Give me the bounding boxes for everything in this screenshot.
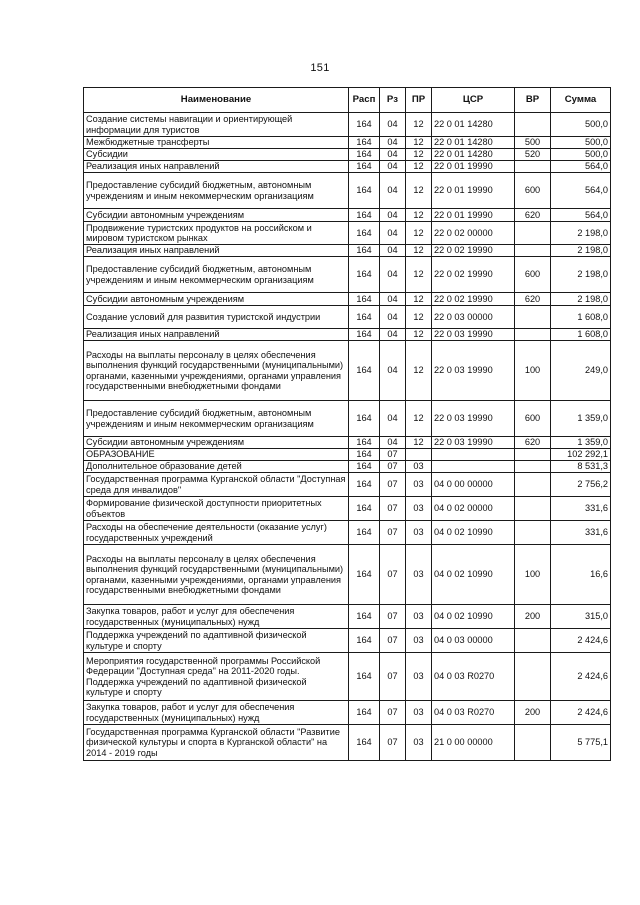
row-rz: 04: [380, 113, 406, 137]
table-row: [84, 293, 611, 306]
row-pr: 03: [406, 461, 432, 473]
table-row: [84, 329, 611, 341]
row-sum: 500,0: [551, 149, 611, 161]
row-pr: 12: [406, 173, 432, 209]
row-pr: 03: [406, 545, 432, 605]
row-csr: 04 0 02 10990: [432, 605, 515, 629]
row-rz: 04: [380, 245, 406, 257]
row-name: Реализация иных направлений: [84, 245, 349, 257]
row-rasp: 164: [349, 329, 380, 341]
table-row: [84, 401, 611, 437]
row-sum: 16,6: [551, 545, 611, 605]
row-rasp: 164: [349, 209, 380, 222]
row-rasp: 164: [349, 306, 380, 329]
row-pr: 12: [406, 113, 432, 137]
row-pr: 12: [406, 257, 432, 293]
row-pr: 12: [406, 222, 432, 245]
row-csr: 22 0 01 14280: [432, 137, 515, 149]
row-pr: [406, 449, 432, 461]
row-rasp: 164: [349, 701, 380, 725]
row-csr: 21 0 00 00000: [432, 725, 515, 761]
table-row: [84, 461, 611, 473]
header-pr: ПР: [406, 88, 432, 113]
row-csr: 22 0 03 00000: [432, 306, 515, 329]
row-csr: 22 0 02 19990: [432, 293, 515, 306]
header-vr: ВР: [515, 88, 551, 113]
table-row: [84, 161, 611, 173]
row-name: Создание условий для развития туристской индустрии: [84, 306, 349, 329]
table-row: [84, 341, 611, 401]
row-pr: 03: [406, 497, 432, 521]
row-csr: 22 0 01 19990: [432, 173, 515, 209]
row-sum: 1 359,0: [551, 401, 611, 437]
row-csr: [432, 461, 515, 473]
row-vr: 200: [515, 701, 551, 725]
row-sum: 564,0: [551, 161, 611, 173]
row-vr: [515, 245, 551, 257]
table-row: [84, 473, 611, 497]
row-name: Предоставление субсидий бюджетным, автономным учреждениям и иным некоммерческим организациям: [84, 401, 349, 437]
row-pr: 12: [406, 401, 432, 437]
row-vr: [515, 725, 551, 761]
row-sum: 331,6: [551, 497, 611, 521]
row-rasp: 164: [349, 473, 380, 497]
header-rz: Рз: [380, 88, 406, 113]
row-sum: 564,0: [551, 173, 611, 209]
row-rasp: 164: [349, 341, 380, 401]
row-csr: 04 0 00 00000: [432, 473, 515, 497]
row-rasp: 164: [349, 149, 380, 161]
row-sum: 249,0: [551, 341, 611, 401]
row-name: Субсидии автономным учреждениям: [84, 293, 349, 306]
row-name: Реализация иных направлений: [84, 161, 349, 173]
row-vr: 600: [515, 257, 551, 293]
row-vr: 100: [515, 341, 551, 401]
row-csr: [432, 449, 515, 461]
row-name: Расходы на обеспечение деятельности (оказание услуг) государственных учреждений: [84, 521, 349, 545]
row-rz: 04: [380, 293, 406, 306]
row-name: Государственная программа Курганской области "Развитие физической культуры и спорта в Курганской области" на 2014 - 2019 годы: [84, 725, 349, 761]
table-row: [84, 449, 611, 461]
row-rasp: 164: [349, 653, 380, 701]
table-row: [84, 521, 611, 545]
row-rasp: 164: [349, 605, 380, 629]
table-row: [84, 701, 611, 725]
row-rasp: 164: [349, 257, 380, 293]
row-rasp: 164: [349, 521, 380, 545]
row-rz: 07: [380, 605, 406, 629]
row-pr: 12: [406, 137, 432, 149]
row-vr: [515, 161, 551, 173]
row-rz: 04: [380, 437, 406, 449]
row-rz: 04: [380, 222, 406, 245]
table-row: [84, 725, 611, 761]
row-pr: 12: [406, 329, 432, 341]
row-csr: 22 0 03 19990: [432, 437, 515, 449]
budget-table: [83, 87, 611, 761]
row-sum: 331,6: [551, 521, 611, 545]
row-csr: 04 0 03 00000: [432, 629, 515, 653]
row-pr: 03: [406, 629, 432, 653]
row-pr: 12: [406, 245, 432, 257]
row-vr: [515, 653, 551, 701]
row-vr: 500: [515, 137, 551, 149]
table-row: [84, 209, 611, 222]
row-rz: 04: [380, 137, 406, 149]
row-vr: [515, 497, 551, 521]
row-name: Предоставление субсидий бюджетным, автономным учреждениям и иным некоммерческим организациям: [84, 173, 349, 209]
header-rasp: Расп: [349, 88, 380, 113]
table-row: [84, 137, 611, 149]
row-vr: [515, 473, 551, 497]
row-sum: 2 198,0: [551, 222, 611, 245]
row-vr: 620: [515, 437, 551, 449]
row-sum: 102 292,1: [551, 449, 611, 461]
row-pr: 03: [406, 725, 432, 761]
row-name: Субсидии автономным учреждениям: [84, 209, 349, 222]
table-row: [84, 545, 611, 605]
row-vr: [515, 449, 551, 461]
row-rz: 07: [380, 653, 406, 701]
row-sum: 315,0: [551, 605, 611, 629]
row-rz: 07: [380, 629, 406, 653]
row-csr: 22 0 02 19990: [432, 257, 515, 293]
row-vr: [515, 113, 551, 137]
row-rz: 07: [380, 497, 406, 521]
row-rasp: 164: [349, 401, 380, 437]
header-csr: ЦСР: [432, 88, 515, 113]
table-row: [84, 437, 611, 449]
row-vr: [515, 306, 551, 329]
row-name: Создание системы навигации и ориентирующей информации для туристов: [84, 113, 349, 137]
row-rz: 04: [380, 161, 406, 173]
row-vr: 200: [515, 605, 551, 629]
row-rz: 04: [380, 209, 406, 222]
row-csr: 04 0 02 10990: [432, 545, 515, 605]
row-name: Формирование физической доступности приоритетных объектов: [84, 497, 349, 521]
row-name: Расходы на выплаты персоналу в целях обеспечения выполнения функций государственными (муниципальными) органами, казенными учреждениями, органами управления государственными внебюджетными фондами: [84, 545, 349, 605]
row-sum: 564,0: [551, 209, 611, 222]
row-rz: 07: [380, 725, 406, 761]
row-csr: 22 0 03 19990: [432, 329, 515, 341]
row-vr: [515, 521, 551, 545]
row-vr: [515, 329, 551, 341]
row-name: Субсидии: [84, 149, 349, 161]
row-csr: 22 0 01 19990: [432, 209, 515, 222]
row-pr: 12: [406, 293, 432, 306]
row-csr: 04 0 03 R0270: [432, 653, 515, 701]
page-number: 151: [310, 62, 330, 74]
row-rasp: 164: [349, 245, 380, 257]
table-row: [84, 149, 611, 161]
row-rz: 07: [380, 449, 406, 461]
table-row: [84, 222, 611, 245]
row-rasp: 164: [349, 725, 380, 761]
row-rz: 04: [380, 257, 406, 293]
row-csr: 04 0 02 00000: [432, 497, 515, 521]
table-row: [84, 245, 611, 257]
row-rasp: 164: [349, 437, 380, 449]
row-rasp: 164: [349, 161, 380, 173]
row-rz: 07: [380, 545, 406, 605]
row-vr: 600: [515, 173, 551, 209]
row-vr: [515, 629, 551, 653]
row-csr: 22 0 03 19990: [432, 401, 515, 437]
row-pr: 03: [406, 473, 432, 497]
row-rasp: 164: [349, 629, 380, 653]
table-row: [84, 306, 611, 329]
table-row: [84, 173, 611, 209]
row-vr: 100: [515, 545, 551, 605]
row-sum: 1 608,0: [551, 329, 611, 341]
row-name: ОБРАЗОВАНИЕ: [84, 449, 349, 461]
row-rasp: 164: [349, 449, 380, 461]
table-row: [84, 497, 611, 521]
row-rasp: 164: [349, 293, 380, 306]
row-csr: 04 0 02 10990: [432, 521, 515, 545]
row-vr: 600: [515, 401, 551, 437]
row-rasp: 164: [349, 545, 380, 605]
row-csr: 22 0 02 00000: [432, 222, 515, 245]
row-rz: 04: [380, 149, 406, 161]
row-rz: 04: [380, 329, 406, 341]
row-pr: 03: [406, 605, 432, 629]
row-sum: 8 531,3: [551, 461, 611, 473]
row-rasp: 164: [349, 113, 380, 137]
row-vr: [515, 461, 551, 473]
table-row: [84, 257, 611, 293]
row-vr: 620: [515, 209, 551, 222]
row-pr: 03: [406, 653, 432, 701]
row-rz: 07: [380, 701, 406, 725]
row-rz: 04: [380, 401, 406, 437]
row-sum: 2 198,0: [551, 293, 611, 306]
row-rz: 04: [380, 173, 406, 209]
row-name: Мероприятия государственной программы Российской Федерации "Доступная среда" на 2011-2020 годы. Поддержка учреждений по адаптивной физической культуре и спорту: [84, 653, 349, 701]
header-name: Наименование: [84, 88, 349, 113]
row-rz: 07: [380, 461, 406, 473]
row-sum: 500,0: [551, 137, 611, 149]
row-sum: 2 198,0: [551, 245, 611, 257]
row-sum: 2 198,0: [551, 257, 611, 293]
row-sum: 2 424,6: [551, 701, 611, 725]
table-row: [84, 605, 611, 629]
table-row: [84, 629, 611, 653]
row-sum: 2 424,6: [551, 653, 611, 701]
row-sum: 2 756,2: [551, 473, 611, 497]
row-name: Реализация иных направлений: [84, 329, 349, 341]
row-csr: 22 0 01 14280: [432, 113, 515, 137]
row-rz: 04: [380, 341, 406, 401]
row-pr: 12: [406, 209, 432, 222]
row-name: Поддержка учреждений по адаптивной физической культуре и спорту: [84, 629, 349, 653]
table-row: [84, 653, 611, 701]
row-rasp: 164: [349, 173, 380, 209]
row-csr: 22 0 02 19990: [432, 245, 515, 257]
row-pr: 12: [406, 437, 432, 449]
row-name: Закупка товаров, работ и услуг для обеспечения государственных (муниципальных) нужд: [84, 605, 349, 629]
row-name: Продвижение туристских продуктов на российском и мировом туристском рынках: [84, 222, 349, 245]
row-rasp: 164: [349, 222, 380, 245]
row-name: Межбюджетные трансферты: [84, 137, 349, 149]
row-sum: 500,0: [551, 113, 611, 137]
header-sum: Сумма: [551, 88, 611, 113]
table-header-row: [84, 88, 611, 113]
row-sum: 2 424,6: [551, 629, 611, 653]
row-sum: 1 608,0: [551, 306, 611, 329]
row-name: Дополнительное образование детей: [84, 461, 349, 473]
row-name: Субсидии автономным учреждениям: [84, 437, 349, 449]
row-rasp: 164: [349, 137, 380, 149]
row-sum: 5 775,1: [551, 725, 611, 761]
row-rasp: 164: [349, 461, 380, 473]
row-pr: 03: [406, 521, 432, 545]
table-row: [84, 113, 611, 137]
row-csr: 22 0 01 14280: [432, 149, 515, 161]
row-rz: 07: [380, 473, 406, 497]
row-rz: 07: [380, 521, 406, 545]
row-pr: 12: [406, 306, 432, 329]
row-pr: 12: [406, 161, 432, 173]
row-rasp: 164: [349, 497, 380, 521]
row-name: Государственная программа Курганской области "Доступная среда для инвалидов": [84, 473, 349, 497]
row-name: Расходы на выплаты персоналу в целях обеспечения выполнения функций государственными (муниципальными) органами, казенными учреждениями, органами управления государственными внебюджетными фондами: [84, 341, 349, 401]
row-pr: 12: [406, 149, 432, 161]
row-vr: [515, 222, 551, 245]
row-csr: 04 0 03 R0270: [432, 701, 515, 725]
row-name: Закупка товаров, работ и услуг для обеспечения государственных (муниципальных) нужд: [84, 701, 349, 725]
row-sum: 1 359,0: [551, 437, 611, 449]
row-vr: 520: [515, 149, 551, 161]
row-rz: 04: [380, 306, 406, 329]
row-pr: 12: [406, 341, 432, 401]
row-name: Предоставление субсидий бюджетным, автономным учреждениям и иным некоммерческим организациям: [84, 257, 349, 293]
row-pr: 03: [406, 701, 432, 725]
row-vr: 620: [515, 293, 551, 306]
row-csr: 22 0 03 19990: [432, 341, 515, 401]
row-csr: 22 0 01 19990: [432, 161, 515, 173]
